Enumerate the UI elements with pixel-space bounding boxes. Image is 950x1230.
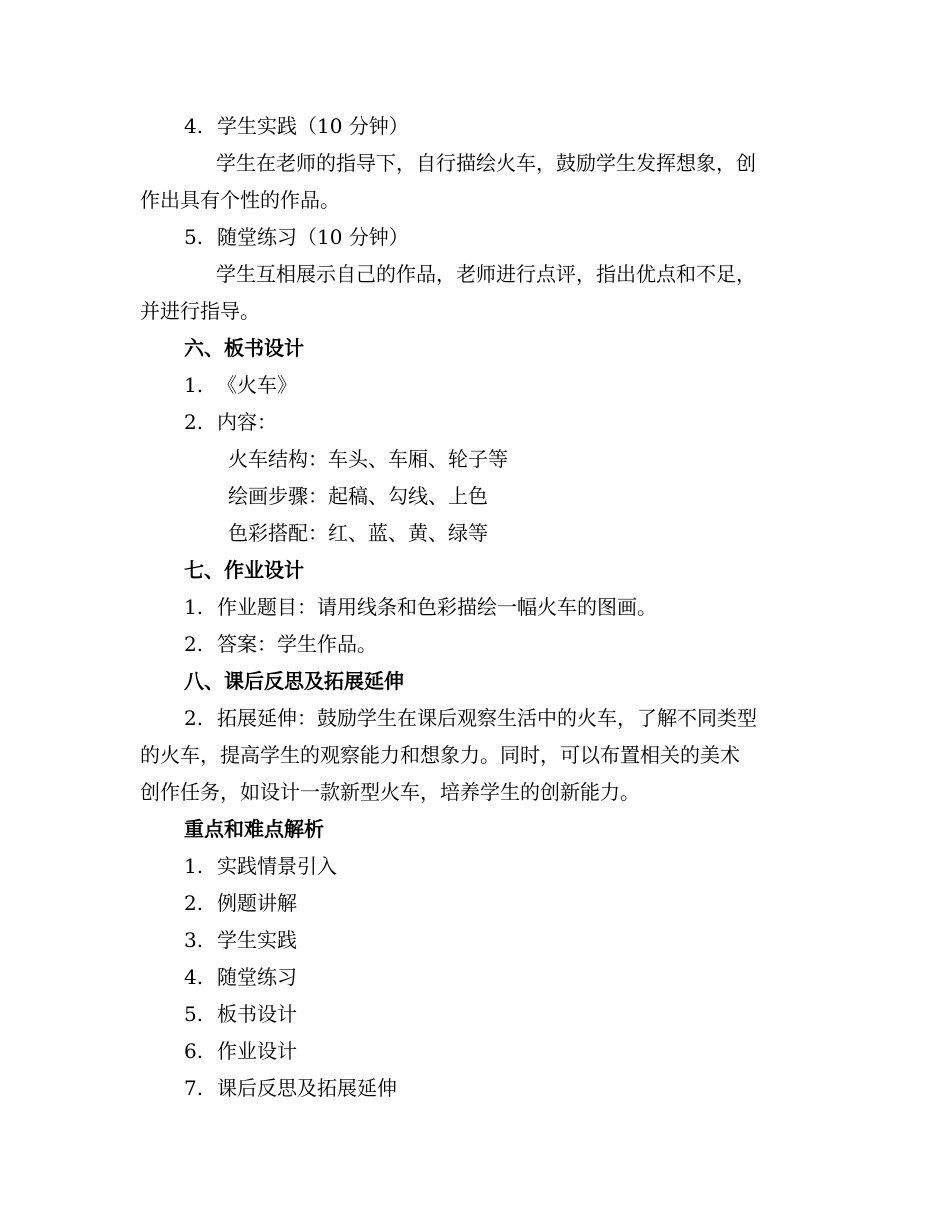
list-text: 随堂练习 (217, 965, 297, 989)
list-number: 6. (184, 1039, 204, 1063)
list-number: 5. (184, 225, 204, 249)
paragraph-line: 作出具有个性的作品。 (140, 188, 340, 212)
heading-6: 六、板书设计 (184, 336, 304, 360)
content-item: 火车结构：车头、车厢、轮子等 (228, 447, 508, 471)
paragraph-line: 创作任务，如设计一款新型火车，培养学生的创新能力。 (140, 780, 640, 804)
paragraph-line: 学生互相展示自己的作品，老师进行点评，指出优点和不足， (216, 262, 756, 286)
paragraph-line (140, 700, 864, 737)
list-number: 2. (184, 410, 204, 434)
section-5-heading (140, 219, 864, 256)
list-text: 《火车》 (217, 373, 297, 397)
list-number: 7. (184, 1076, 204, 1100)
list-number: 2. (184, 891, 204, 915)
list-text: 答案：学生作品。 (217, 632, 377, 656)
list-item (140, 996, 864, 1033)
content-item: 色彩搭配：红、蓝、黄、绿等 (228, 521, 488, 545)
list-number: 4. (184, 114, 204, 138)
list-text: 课后反思及拓展延伸 (217, 1076, 397, 1100)
heading-key-points: 重点和难点解析 (184, 817, 324, 841)
list-item (140, 959, 864, 996)
list-item (140, 1033, 864, 1070)
list-item (140, 885, 864, 922)
list-item (140, 626, 864, 663)
list-text: 例题讲解 (217, 891, 297, 915)
list-text: 内容： (217, 410, 277, 434)
list-text: 作业设计 (217, 1039, 297, 1063)
list-number: 3. (184, 928, 204, 952)
heading-8: 八、课后反思及拓展延伸 (184, 669, 404, 693)
list-text: 实践情景引入 (217, 854, 337, 878)
list-number: 4. (184, 965, 204, 989)
list-item (140, 367, 864, 404)
list-text: 板书设计 (217, 1002, 297, 1026)
section-title: 随堂练习（10 分钟） (217, 225, 409, 249)
list-text: 作业题目：请用线条和色彩描绘一幅火车的图画。 (217, 595, 657, 619)
list-number: 1. (184, 595, 204, 619)
list-number: 5. (184, 1002, 204, 1026)
section-title: 学生实践（10 分钟） (217, 114, 409, 138)
content-item: 绘画步骤：起稿、勾线、上色 (228, 484, 488, 508)
section-4-heading (140, 108, 864, 145)
list-number: 1. (184, 373, 204, 397)
list-number: 2. (184, 706, 204, 730)
list-item (140, 404, 864, 441)
paragraph-text: 拓展延伸：鼓励学生在课后观察生活中的火车，了解不同类型 (217, 706, 757, 730)
paragraph-line: 并进行指导。 (140, 299, 260, 323)
paragraph-line: 的火车，提高学生的观察能力和想象力。同时，可以布置相关的美术 (140, 743, 740, 767)
list-item (140, 1070, 864, 1107)
list-number: 1. (184, 854, 204, 878)
list-item (140, 922, 864, 959)
list-item (140, 589, 864, 626)
list-text: 学生实践 (217, 928, 297, 952)
list-number: 2. (184, 632, 204, 656)
paragraph-line: 学生在老师的指导下，自行描绘火车，鼓励学生发挥想象，创 (216, 151, 756, 175)
heading-7: 七、作业设计 (184, 558, 304, 582)
list-item (140, 848, 864, 885)
